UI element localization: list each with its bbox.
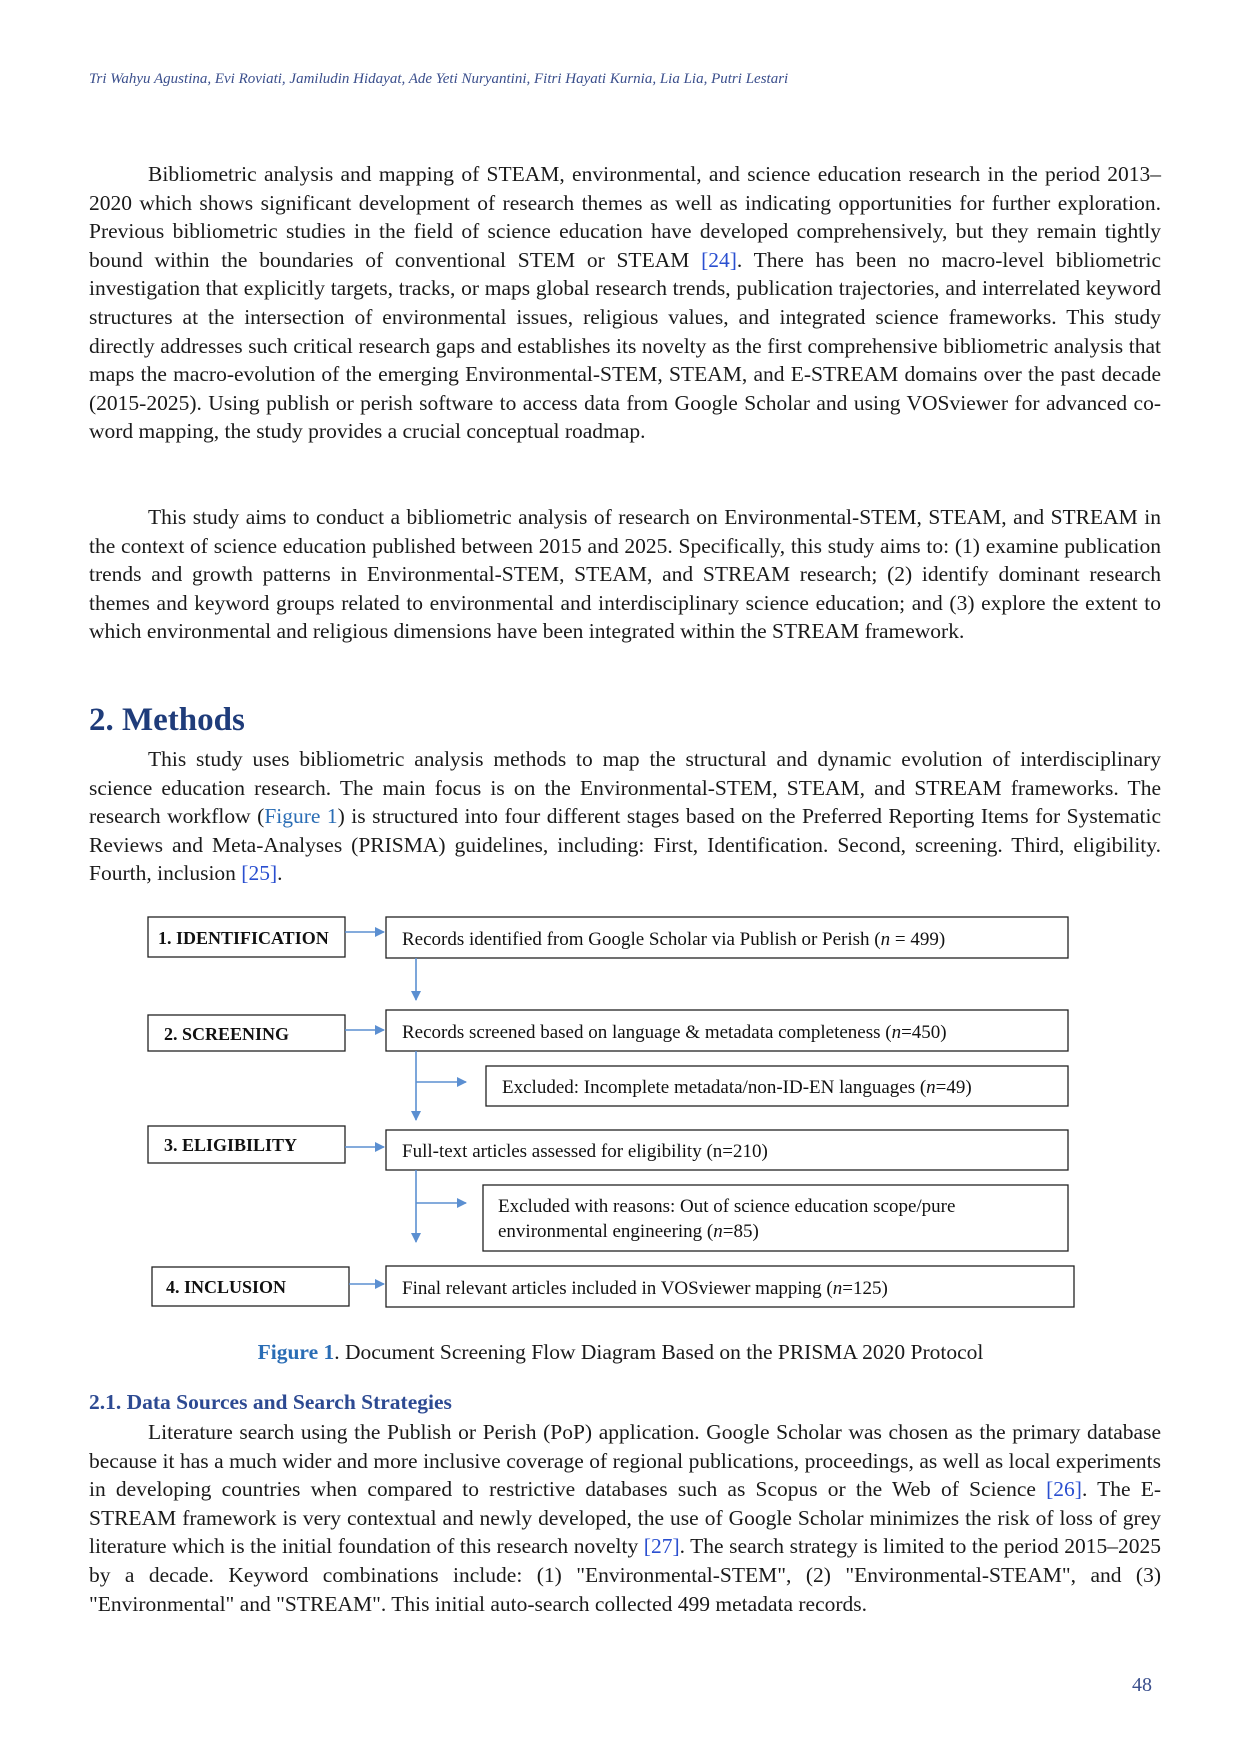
box-records-identified (386, 917, 1068, 958)
svg-text:environmental engineering (n=8: environmental engineering (n=85) (498, 1221, 759, 1242)
data-sources-paragraph: Literature search using the Publish or Perish (PoP) application. Google Scholar was chosen as the primary database because it has a much wider and more inclusive coverage of regional publications, proceedings, as well as local experiments in developing countries when compared to restrictive databases such as Scopus or the Web of Science [26]. The E-STREAM framework is very contextual and newly developed, the use of Google Scholar minimizes the risk of loss of grey literature which is the initial foundation of this research novelty [27]. The search strategy is limited to the period 2015–2025 by a decade. Keyword combinations include: (1) "Environmental-STEM", (2) "Environmental-STEAM", and (3) "Environmental" and "STREAM". This initial auto-search collected 499 metadata records. (89, 1420, 1161, 1616)
methods-paragraph: This study uses bibliometric analysis methods to map the structural and dynamic evolution of interdisciplinary science education research. The main focus is on the Environmental-STEM, STEAM, and STREAM frameworks. The research workflow (Figure 1) is structured into four different stages based on the Preferred Reporting Items for Systematic Reviews and Meta-Analyses (PRISMA) guidelines, including: First, Identification. Second, screening. Third, eligibility. Fourth, inclusion [25]. (89, 747, 1161, 886)
figure-link[interactable]: Figure 1 (264, 804, 338, 829)
subsection-heading-data-sources: 2.1. Data Sources and Search Strategies (89, 1390, 452, 1414)
stage-eligibility (148, 1126, 345, 1163)
box-eligibility-assessed (386, 1130, 1068, 1170)
box-records-screened (386, 1010, 1068, 1051)
citation-link[interactable]: [25] (241, 861, 278, 886)
svg-text:Records identified from Google: Records identified from Google Scholar via Publish or Perish (n = 499) (402, 929, 946, 950)
intro-paragraph-1: Bibliometric analysis and mapping of STEAM, environmental, and science education research in the period 2013–2020 which shows significant development of research themes as well as indicating opportunities for further exploration. Previous bibliometric studies in the field of science education have developed comprehensively, but they remain tightly bound within the boundaries of conventional STEM or STEAM [24]. There has been no macro-level bibliometric investigation that explicitly targets, tracks, or maps global research trends, publication trajectories, and interrelated keyword structures at the intersection of environmental issues, religious values, and integrated science frameworks. This study directly addresses such critical research gaps and establishes its novelty as the first comprehensive bibliometric analysis that maps the macro-evolution of the emerging Environmental-STEM, STEAM, and E-STREAM domains over the past decade (2015-2025). Using publish or perish software to access data from Google Scholar and using VOSviewer for advanced co-word mapping, the study provides a crucial conceptual roadmap. (89, 162, 1162, 444)
page-number: 48 (1132, 1674, 1152, 1696)
citation-link[interactable]: [24] (701, 247, 737, 272)
svg-text:Final relevant articles includ: Final relevant articles included in VOSviewer mapping (n=125) (402, 1278, 888, 1299)
stage-identification (148, 917, 345, 957)
stage-screening (148, 1015, 345, 1051)
svg-text:Excluded with reasons: Out of: Excluded with reasons: Out of science education scope/pure (498, 1196, 956, 1217)
stage-inclusion (152, 1267, 349, 1306)
svg-text:Records screened based on lang: Records screened based on language & metadata completeness (n=450) (402, 1022, 947, 1043)
section-heading-methods: 2. Methods (89, 702, 245, 738)
svg-text:4. INCLUSION: 4. INCLUSION (166, 1277, 287, 1297)
running-header: Tri Wahyu Agustina, Evi Roviati, Jamiludin Hidayat, Ade Yeti Nuryantini, Fitri Hayati Kurnia, Lia Lia, Putri Lestari (89, 71, 789, 87)
svg-text:3. ELIGIBILITY: 3. ELIGIBILITY (164, 1135, 298, 1155)
citation-link[interactable]: [26] (1046, 1477, 1082, 1502)
svg-text:1. IDENTIFICATION: 1. IDENTIFICATION (158, 928, 329, 948)
intro-paragraph-2: This study aims to conduct a bibliometric analysis of research on Environmental-STEM, STEAM, and STREAM in the context of science education published between 2015 and 2025. Specifically, this study aims to: (1) examine publication trends and growth patterns in Environmental-STEM, STEAM, and STREAM research; (2) identify dominant research themes and keyword groups related to environmental and interdisciplinary science education; and (3) explore the extent to which environmental and religious dimensions have been integrated within the STREAM framework. (89, 505, 1161, 644)
svg-text:2. SCREENING: 2. SCREENING (164, 1024, 290, 1044)
figure-caption: Figure 1. Document Screening Flow Diagram Based on the PRISMA 2020 Protocol (257, 1340, 984, 1364)
box-final-included (386, 1266, 1074, 1307)
box-excluded-metadata (486, 1066, 1068, 1106)
flow-arrows (345, 932, 466, 1284)
box-excluded-reasons (483, 1185, 1068, 1251)
svg-text:Excluded: Incomplete metadata/: Excluded: Incomplete metadata/non-ID-EN languages (n=49) (502, 1077, 972, 1098)
svg-text:Full-text articles assessed fo: Full-text articles assessed for eligibility (n=210) (402, 1141, 768, 1162)
citation-link[interactable]: [27] (643, 1534, 680, 1559)
